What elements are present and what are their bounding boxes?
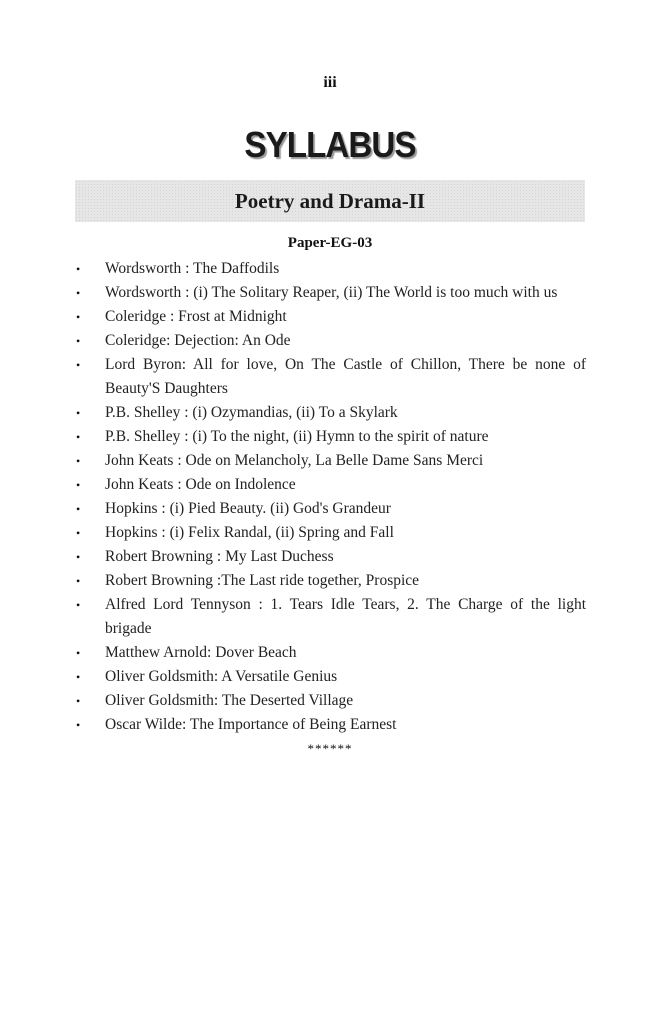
list-item bbox=[76, 593, 586, 641]
list-item-text: Lord Byron: All for love, On The Castle of Chillon, There be none of Beauty'S Daughters bbox=[105, 356, 586, 397]
paper-code: Paper-EG-03 bbox=[287, 235, 373, 251]
list-item bbox=[76, 473, 586, 497]
list-item bbox=[76, 281, 586, 305]
list-item-text: Coleridge : Frost at Midnight bbox=[105, 308, 287, 325]
syllabus-list bbox=[76, 257, 586, 737]
list-item-text: Wordsworth : (i) The Solitary Reaper, (ii) The World is too much with us bbox=[105, 284, 558, 301]
bullet-icon: • bbox=[76, 646, 81, 660]
list-item bbox=[76, 665, 586, 689]
list-item-text: Coleridge: Dejection: An Ode bbox=[105, 332, 291, 349]
list-item bbox=[76, 353, 586, 401]
bullet-icon: • bbox=[76, 358, 81, 372]
list-item-text: Oliver Goldsmith: The Deserted Village bbox=[105, 692, 354, 709]
list-item bbox=[76, 545, 586, 569]
list-item bbox=[76, 401, 586, 425]
list-item bbox=[76, 449, 586, 473]
list-item-text: Oliver Goldsmith: A Versatile Genius bbox=[105, 668, 338, 685]
list-item bbox=[76, 713, 586, 737]
list-item bbox=[76, 497, 586, 521]
bullet-icon: • bbox=[76, 550, 81, 564]
bullet-icon: • bbox=[76, 454, 81, 468]
list-item-text: John Keats : Ode on Melancholy, La Belle Dame Sans Merci bbox=[105, 452, 484, 469]
list-item bbox=[76, 257, 586, 281]
list-item-text: John Keats : Ode on Indolence bbox=[105, 476, 296, 493]
bullet-icon: • bbox=[76, 574, 81, 588]
bullet-icon: • bbox=[76, 502, 81, 516]
bullet-icon: • bbox=[76, 310, 81, 324]
bullet-icon: • bbox=[76, 334, 81, 348]
list-item-text: Oscar Wilde: The Importance of Being Earnest bbox=[105, 716, 397, 733]
list-item-text: Matthew Arnold: Dover Beach bbox=[105, 644, 297, 661]
bullet-icon: • bbox=[76, 262, 81, 276]
bullet-icon: • bbox=[76, 286, 81, 300]
bullet-icon: • bbox=[76, 670, 81, 684]
bullet-icon: • bbox=[76, 406, 81, 420]
bullet-icon: • bbox=[76, 694, 81, 708]
list-item-text: P.B. Shelley : (i) Ozymandias, (ii) To a Skylark bbox=[105, 404, 398, 421]
list-item bbox=[76, 329, 586, 353]
list-item bbox=[76, 305, 586, 329]
end-marker: ****** bbox=[307, 741, 353, 756]
list-item-text: Robert Browning :The Last ride together, Prospice bbox=[105, 572, 420, 589]
bullet-icon: • bbox=[76, 526, 81, 540]
page-number: iii bbox=[323, 74, 337, 91]
list-item-text: Hopkins : (i) Pied Beauty. (ii) God's Grandeur bbox=[105, 500, 391, 517]
bullet-icon: • bbox=[76, 598, 81, 612]
bullet-icon: • bbox=[76, 430, 81, 444]
subtitle-band bbox=[75, 180, 585, 222]
list-item bbox=[76, 569, 586, 593]
list-item bbox=[76, 521, 586, 545]
bullet-icon: • bbox=[76, 478, 81, 492]
list-item-text: Robert Browning : My Last Duchess bbox=[105, 548, 334, 565]
list-item bbox=[76, 425, 586, 449]
list-item-text: Alfred Lord Tennyson : 1. Tears Idle Tears, 2. The Charge of the light brigade bbox=[105, 596, 586, 637]
list-item bbox=[76, 689, 586, 713]
list-item-text: P.B. Shelley : (i) To the night, (ii) Hymn to the spirit of nature bbox=[105, 428, 489, 445]
subtitle: Poetry and Drama-II bbox=[234, 188, 426, 213]
list-item-text: Wordsworth : The Daffodils bbox=[105, 260, 280, 277]
list-item bbox=[76, 641, 586, 665]
page-title: SYLLABUS bbox=[244, 124, 416, 165]
bullet-icon: • bbox=[76, 718, 81, 732]
list-item-text: Hopkins : (i) Felix Randal, (ii) Spring and Fall bbox=[105, 524, 394, 541]
